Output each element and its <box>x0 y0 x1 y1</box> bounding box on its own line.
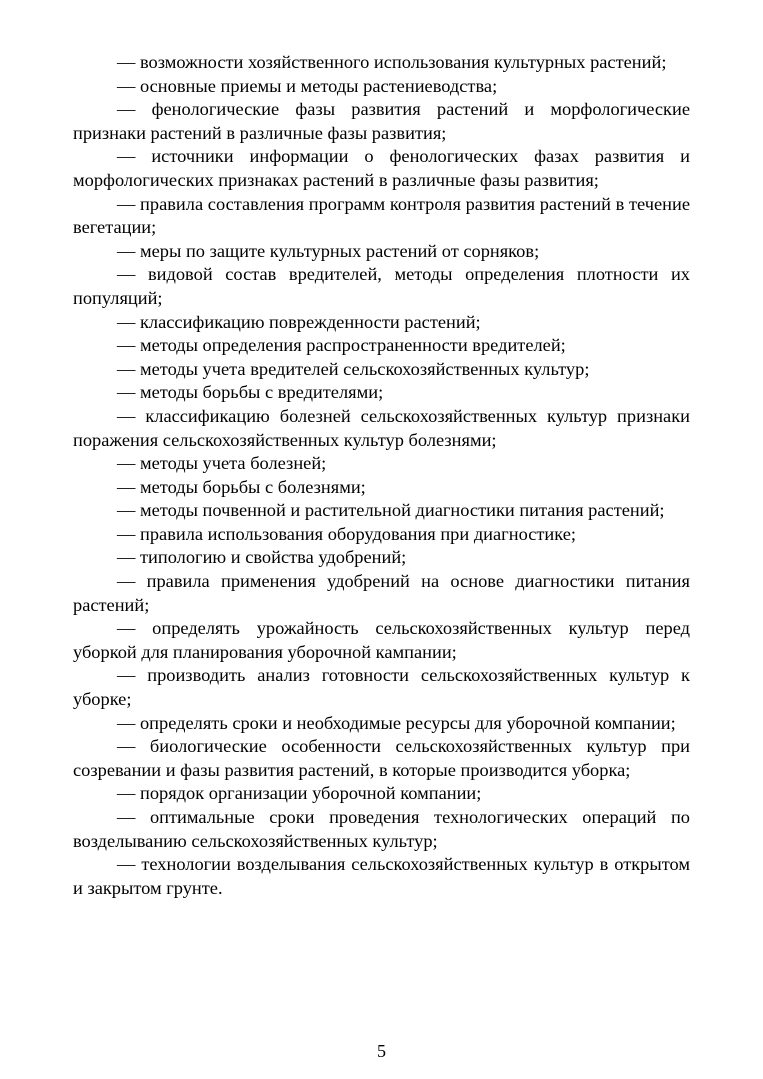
list-item: — методы борьбы с вредителями; <box>117 382 384 403</box>
list-item: — определять сроки и необходимые ресурсы для уборочной компании; <box>117 712 676 733</box>
list-item: — методы учета болезней; <box>117 453 327 474</box>
list-item: — видовой состав вредителей, методы определения плотности их популяций; <box>73 264 690 308</box>
list-item: — методы борьбы с болезнями; <box>117 476 366 497</box>
list-item: — методы почвенной и растительной диагностики питания растений; <box>117 500 665 521</box>
list-item: — правила составления программ контроля развития растений в течение вегетации; <box>73 193 690 238</box>
list-item: — определять урожайность сельскохозяйственных культур перед уборкой для планирования уборочной кампании; <box>73 618 690 662</box>
page-number: 5 <box>377 1041 386 1061</box>
list-item: — возможности хозяйственного использования культурных растений; <box>117 52 667 72</box>
list-item: — классификацию поврежденности растений; <box>117 311 481 332</box>
list-item: — порядок организации уборочной компании; <box>117 783 482 804</box>
document-page <box>73 51 690 900</box>
list-item: — правила применения удобрений на основе диагностики питания растений; <box>73 571 690 615</box>
list-item: — классификацию болезней сельскохозяйственных культур признаки поражения сельскохозяйственных культур болезнями; <box>73 405 690 450</box>
list-item: — технологии возделывания сельскохозяйственных культур в открытом и закрытом грунте. <box>73 854 690 898</box>
list-item: — биологические особенности сельскохозяйственных культур при созревании и фазы развития растений, в которые производится уборка; <box>73 736 690 780</box>
list-item: — основные приемы и методы растениеводства; <box>117 75 498 96</box>
list-item: — производить анализ готовности сельскохозяйственных культур к уборке; <box>73 665 690 710</box>
list-item: — методы учета вредителей сельскохозяйственных культур; <box>117 358 590 379</box>
list-item: — фенологические фазы развития растений и морфологические признаки растений в различные фазы развития; <box>73 99 690 143</box>
list-item: — правила использования оборудования при диагностике; <box>117 523 577 544</box>
list-item: — оптимальные сроки проведения технологических операций по возделыванию сельскохозяйственных культур; <box>73 807 690 851</box>
list-item: — источники информации о фенологических фазах развития и морфологических признаках растений в различные фазы развития; <box>73 146 690 190</box>
list-item: — методы определения распространенности вредителей; <box>117 335 566 356</box>
list-item: — типологию и свойства удобрений; <box>117 547 407 568</box>
list-item: — меры по защите культурных растений от сорняков; <box>117 240 540 261</box>
